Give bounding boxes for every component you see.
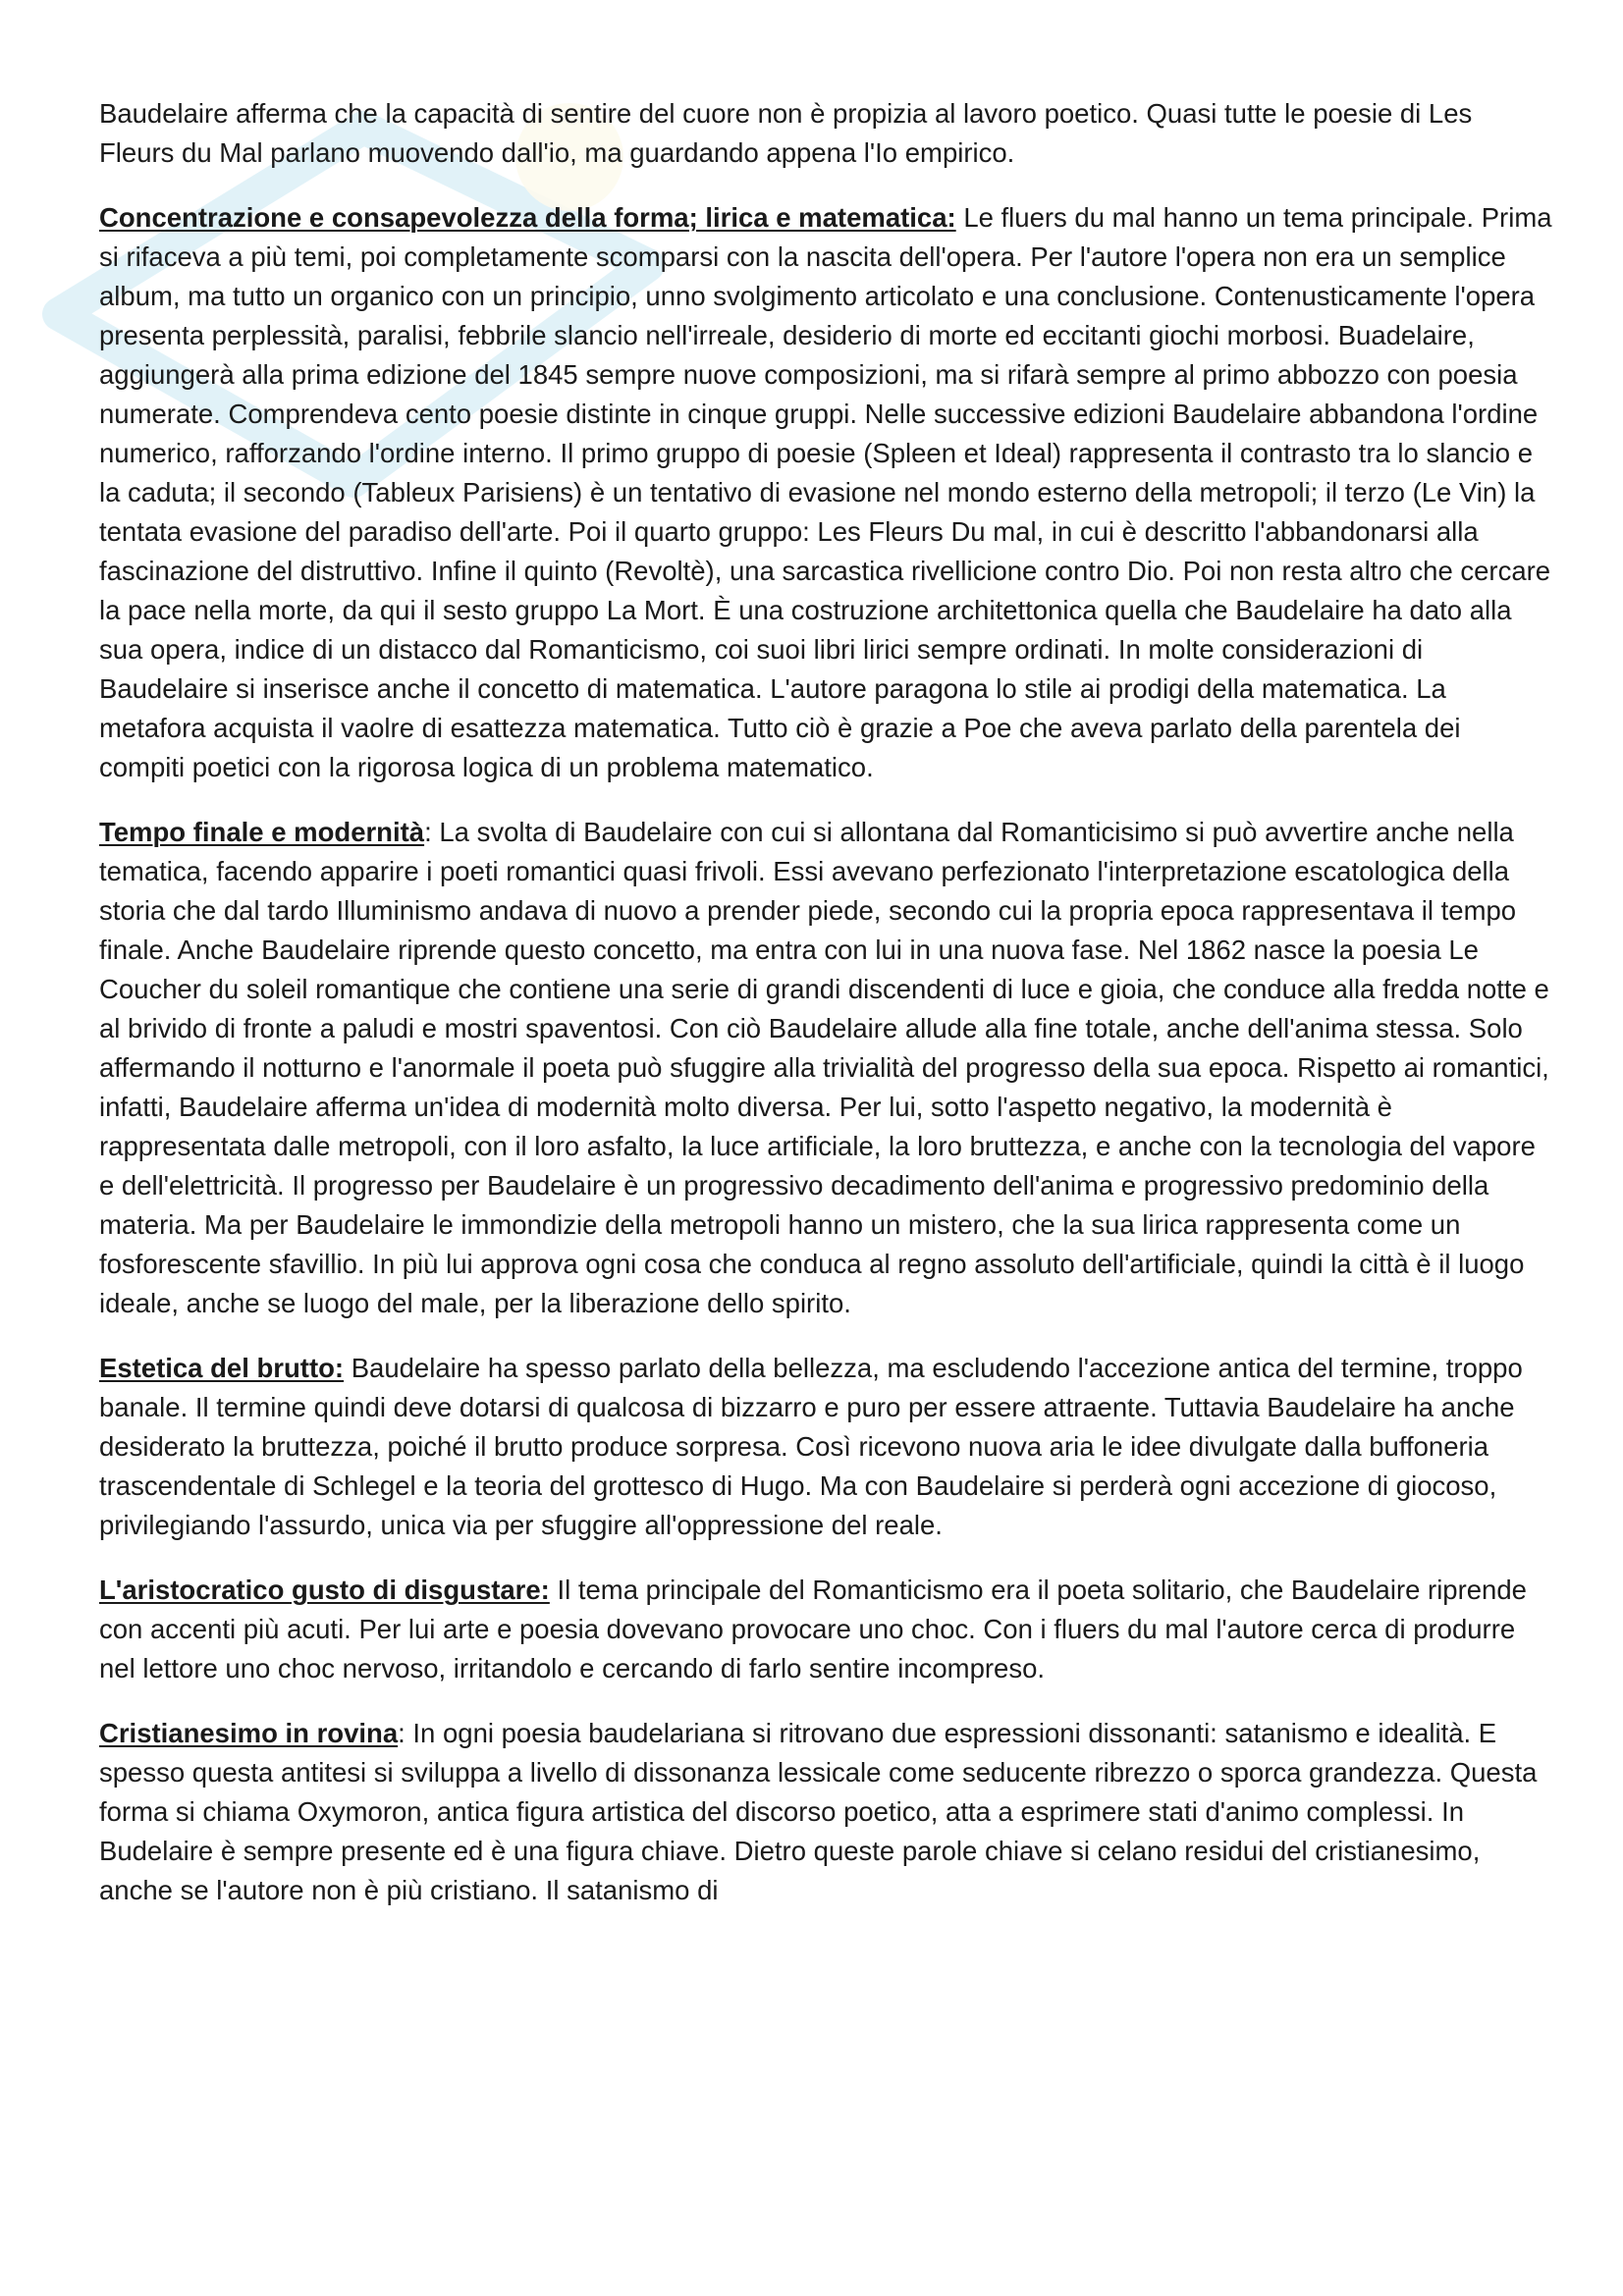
- heading-separator: :: [398, 1718, 413, 1748]
- paragraph-estetica-brutto: [99, 1349, 1552, 1545]
- document-body: [99, 94, 1552, 1936]
- heading-separator: :: [424, 817, 440, 847]
- paragraph-text: La svolta di Baudelaire con cui si allontana dal Romanticisimo si può avvertire anche nella tematica, facendo apparire i poeti romantici quasi frivoli. Essi avevano perfezionato l'interpretazione escatologica della storia che dal tardo Illuminismo andava di nuovo a prender piede, secondo cui la propria epoca rappresentava il tempo finale. Anche Baudelaire riprende questo concetto, ma entra con lui in una nuova fase. Nel 1862 nasce la poesia Le Coucher du soleil romantique che contiene una serie di grandi discendenti di luce e gioia, che conduce alla fredda notte e al brivido di fronte a paludi e mostri spaventosi. Con ciò Baudelaire allude alla fine totale, anche dell'anima stessa. Solo affermando il notturno e l'anormale il poeta può sfuggire alla trivialità del progresso della sua epoca. Rispetto ai romantici, infatti, Baudelaire afferma un'idea di modernità molto diversa. Per lui, sotto l'aspetto negativo, la modernità è rappresentata dalle metropoli, con il loro asfalto, la luce artificiale, la loro bruttezza, e anche con la tecnologia del vapore e dell'elettricità. Il progresso per Baudelaire è un progressivo decadimento dell'anima e progressivo predominio della materia. Ma per Baudelaire le immondizie della metropoli hanno un mistero, che la sua lirica rappresenta come un fosforescente sfavillio. In più lui approva ogni cosa che conduca al regno assoluto dell'artificiale, quindi la città è il luogo ideale, anche se luogo del male, per la liberazione dello spirito.: [99, 817, 1549, 1318]
- paragraph-aristocratico: [99, 1571, 1552, 1688]
- paragraph-intro: [99, 94, 1552, 173]
- heading-separator: [344, 1353, 352, 1383]
- section-heading: L'aristocratico gusto di disgustare:: [99, 1575, 550, 1605]
- paragraph-tempo-finale: [99, 813, 1552, 1323]
- paragraph-text: Le fluers du mal hanno un tema principale. Prima si rifaceva a più temi, poi completamente scomparsi con la nascita dell'opera. Per l'autore l'opera non era un semplice album, ma tutto un organico con un principio, unno svolgimento articolato e una conclusione. Contenusticamente l'opera presenta perplessità, paralisi, febbrile slancio nell'irreale, desiderio di morte ed eccitanti giochi morbosi. Buadelaire, aggiungerà alla prima edizione del 1845 sempre nuove composizioni, ma si rifarà sempre al primo abbozzo con poesia numerate. Comprendeva cento poesie distinte in cinque gruppi. Nelle successive edizioni Baudelaire abbandona l'ordine numerico, rafforzando l'ordine interno. Il primo gruppo di poesie (Spleen et Ideal) rappresenta il contrasto tra lo slancio e la caduta; il secondo (Tableux Parisiens) è un tentativo di evasione nel mondo esterno della metropoli; il terzo (Le Vin) la tentata evasione del paradiso dell'arte. Poi il quarto gruppo: Les Fleurs Du mal, in cui è descritto l'abbandonarsi alla fascinazione del distruttivo. Infine il quinto (Revoltè), una sarcastica rivellicione contro Dio. Poi non resta altro che cercare la pace nella morte, da qui il sesto gruppo La Mort. È una costruzione architettonica quella che Baudelaire ha dato alla sua opera, indice di un distacco dal Romanticismo, coi suoi libri lirici sempre ordinati. In molte considerazioni di Baudelaire si inserisce anche il concetto di matematica. L'autore paragona lo stile ai prodigi della matematica. La metafora acquista il vaolre di esattezza matematica. Tutto ciò è grazie a Poe che aveva parlato della parentela dei compiti poetici con la rigorosa logica di un problema matematico.: [99, 202, 1552, 782]
- paragraph-cristianesimo: [99, 1714, 1552, 1910]
- section-heading: Cristianesimo in rovina: [99, 1718, 399, 1748]
- section-heading: Tempo finale e modernità: [99, 817, 425, 847]
- paragraph-text: Baudelaire afferma che la capacità di sentire del cuore non è propizia al lavoro poetico. Quasi tutte le poesie di Les Fleurs du Mal parlano muovendo dall'io, ma guardando appena l'Io empirico.: [99, 98, 1473, 168]
- paragraph-text: Il tema principale del Romanticismo era il poeta solitario, che Baudelaire riprende con accenti più acuti. Per lui arte e poesia dovevano provocare uno choc. Con i fluers du mal l'autore cerca di produrre nel lettore uno choc nervoso, irritandolo e cercando di farlo sentire incompreso.: [99, 1575, 1527, 1683]
- paragraph-concentrazione: [99, 198, 1552, 787]
- section-heading: Estetica del brutto:: [99, 1353, 345, 1383]
- paragraph-text: In ogni poesia baudelariana si ritrovano due espressioni dissonanti: satanismo e idealità. E spesso questa antitesi si sviluppa a livello di dissonanza lessicale come seducente ribrezzo o sporca grandezza. Questa forma si chiama Oxymoron, antica figura artistica del discorso poetico, atta a esprimere stati d'animo complessi. In Budelaire è sempre presente ed è una figura chiave. Dietro queste parole chiave si celano residui del cristianesimo, anche se l'autore non è più cristiano. Il satanismo di: [99, 1718, 1538, 1905]
- section-heading: Concentrazione e consapevolezza della forma; lirica e matematica:: [99, 202, 956, 233]
- paragraph-text: Baudelaire ha spesso parlato della bellezza, ma escludendo l'accezione antica del termine, troppo banale. Il termine quindi deve dotarsi di qualcosa di bizzarro e puro per essere attraente. Tuttavia Baudelaire ha anche desiderato la bruttezza, poiché il brutto produce sorpresa. Così ricevono nuova aria le idee divulgate dalla buffoneria trascendentale di Schlegel e la teoria del grottesco di Hugo. Ma con Baudelaire si perderà ogni accezione di giocoso, privilegiando l'assurdo, unica via per sfuggire all'oppressione del reale.: [99, 1353, 1523, 1540]
